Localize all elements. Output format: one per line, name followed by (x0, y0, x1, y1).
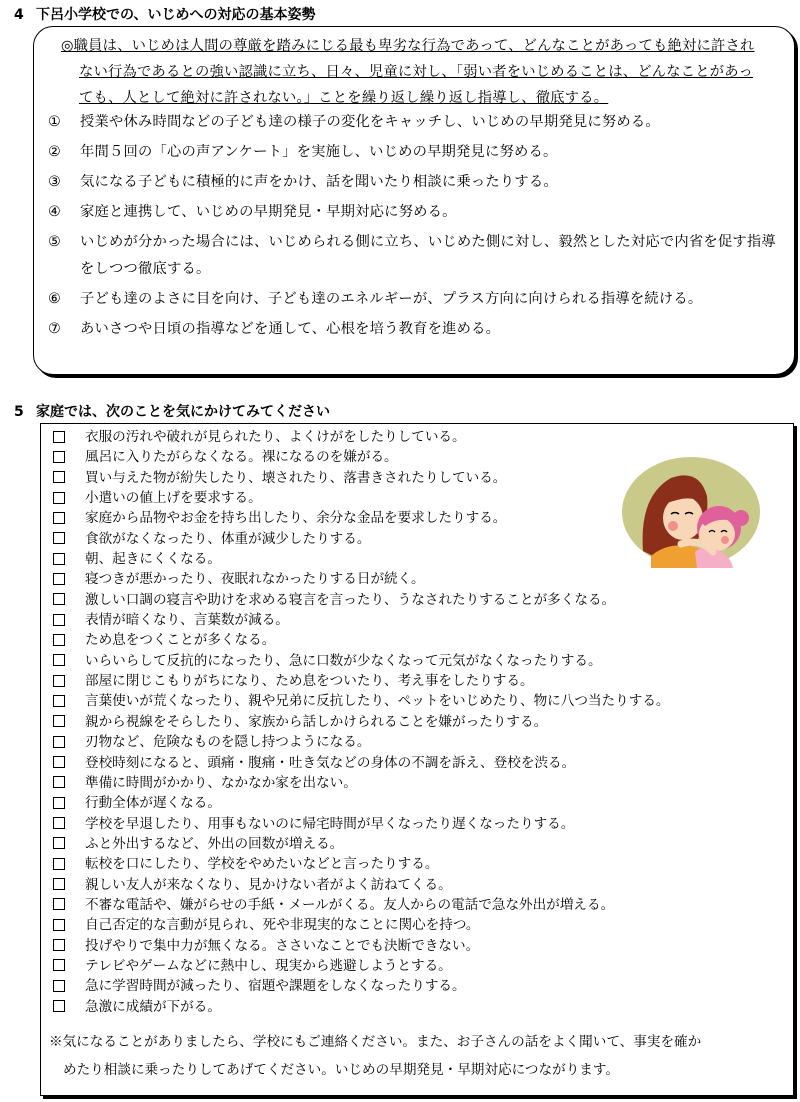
policy-number: ① (48, 114, 62, 130)
checklist-item (53, 610, 753, 630)
checklist-item-text: 風呂に入りたがらなくなる。裸になるのを嫌がる。 (85, 449, 398, 466)
checklist-item-text: 部屋に閉じこもりがちになり、ため息をついたり、考え事をしたりする。 (85, 673, 534, 690)
policy-item (48, 169, 788, 196)
checklist-item-text: 食欲がなくなったり、体重が減少したりする。 (85, 530, 371, 547)
checklist-item-text: 急激に成績が下がる。 (85, 998, 221, 1015)
checklist-item (53, 976, 753, 996)
checkbox[interactable] (53, 634, 65, 646)
checklist-item-text: 表情が暗くなり、言葉数が減る。 (85, 612, 289, 629)
checkbox[interactable] (53, 858, 65, 870)
mother-cheek (668, 521, 678, 531)
checklist-item (53, 712, 753, 732)
checkbox[interactable] (53, 471, 65, 483)
checkbox[interactable] (53, 512, 65, 524)
checklist-item-text: 自己否定的な言動が見られ、死や非現実的なことに関心を持つ。 (85, 917, 480, 934)
checkbox[interactable] (53, 431, 65, 443)
policy-text: 授業や休み時間などの子ども達の様子の変化をキャッチし、いじめの早期発見に努める。 (80, 114, 660, 130)
checkbox[interactable] (53, 919, 65, 931)
checklist-item (53, 773, 753, 793)
basic-policy-box (33, 26, 795, 375)
policy-number: ④ (48, 204, 62, 220)
policy-text: いじめが分かった場合には、いじめられる側に立ち、いじめた側に対し、毅然とした対応で内省を促す指導をしつつ徹底する。 (80, 234, 776, 277)
checklist-item (53, 427, 753, 447)
section-5-heading (14, 401, 330, 421)
policy-item (48, 286, 788, 313)
policy-text: あいさつや日頃の指導などを通して、心根を培う教育を進める。 (80, 321, 501, 337)
checkbox[interactable] (53, 817, 65, 829)
checklist-item-text: 準備に時間がかかり、なかなか家を出ない。 (85, 774, 357, 791)
checklist-item-text: 小遣いの値上げを要求する。 (85, 490, 262, 507)
checkbox[interactable] (53, 1000, 65, 1012)
checklist-item-text: 衣服の汚れや破れが見られたり、よくけがをしたりしている。 (85, 429, 466, 445)
checkbox[interactable] (53, 959, 65, 971)
checklist-item (53, 956, 753, 976)
checklist-item (53, 630, 753, 650)
checklist-item (53, 915, 753, 935)
core-principle (61, 33, 777, 111)
principle-line: ても、人として絶対に許されない。」ことを繰り返し繰り返し指導し、徹底する。 (79, 90, 609, 106)
section-number: 5 (14, 404, 24, 420)
checklist-item-text: ふと外出するなど、外出の回数が増える。 (85, 835, 344, 852)
policy-item (48, 316, 788, 343)
checklist-item (53, 793, 753, 813)
checkbox[interactable] (53, 695, 65, 707)
checklist-item-text: 急に学習時間が減ったり、宿題や課題をしなくなったりする。 (85, 978, 466, 995)
checklist-item-text: 刃物など、危険なものを隠し持つようになる。 (85, 734, 371, 751)
checkbox[interactable] (53, 715, 65, 727)
checkbox[interactable] (53, 614, 65, 626)
checklist-item-text: 激しい口調の寝言や助けを求める寝言を言ったり、うなされたりすることが多くなる。 (85, 591, 616, 608)
policy-number: ⑤ (48, 234, 62, 250)
checklist-item (53, 834, 753, 854)
checklist-item-text: 家庭から品物やお金を持ち出したり、余分な金品を要求したりする。 (85, 510, 507, 527)
policy-item (48, 109, 788, 136)
checkbox[interactable] (53, 553, 65, 565)
checkbox[interactable] (53, 898, 65, 910)
section-title: 家庭では、次のことを気にかけてみてください (36, 404, 330, 420)
checklist-item-text: テレビやゲームなどに熱中し、現実から逃避しようとする。 (85, 957, 452, 974)
checklist-item (53, 590, 753, 610)
checklist-item (53, 671, 753, 691)
checkbox[interactable] (53, 675, 65, 687)
checklist-item (53, 997, 753, 1017)
checkbox[interactable] (53, 451, 65, 463)
checklist-item-text: 登校時刻になると、頭痛・腹痛・吐き気などの身体の不調を訴え、登校を渋る。 (85, 754, 576, 771)
checklist-item-text: 不審な電話や、嫌がらせの手紙・メールがくる。友人からの電話で急な外出が増える。 (85, 896, 615, 913)
checklist-item-text: 行動全体が遅くなる。 (85, 795, 221, 812)
checklist-item-text: 朝、起きにくくなる。 (85, 551, 221, 568)
mother-child-hug-illustration (621, 456, 761, 568)
checklist-item (53, 875, 753, 895)
policy-number: ⑥ (48, 291, 62, 307)
checklist-item-text: ため息をつくことが多くなる。 (85, 632, 276, 649)
checklist-item-text: 投げやりで集中力が無くなる。ささいなことでも決断できない。 (85, 937, 480, 954)
policy-text: 子ども達のよさに目を向け、子ども達のエネルギーが、プラス方向に向けられる指導を続ける。 (80, 291, 703, 307)
policy-item (48, 139, 788, 166)
checkbox[interactable] (53, 736, 65, 748)
policy-text: 気になる子どもに積極的に声をかけ、話を聞いたり相談に乗ったりする。 (80, 174, 558, 190)
checkbox[interactable] (53, 878, 65, 890)
checklist-item-text: 学校を早退したり、用事もないのに帰宅時間が早くなったり遅くなったりする。 (85, 815, 575, 832)
mother-face (663, 496, 703, 540)
checklist-item-text: いらいらして反抗的になったり、急に口数が少なくなって元気がなくなったりする。 (85, 652, 602, 669)
checklist-item (53, 691, 753, 711)
checklist-item-text: 買い与えた物が紛失したり、壊されたり、落書きされたりしている。 (85, 469, 507, 486)
policy-item (48, 199, 788, 226)
checklist-item-text: 寝つきが悪かったり、夜眠れなかったりする日が続く。 (85, 571, 425, 588)
checkbox[interactable] (53, 654, 65, 666)
checkbox[interactable] (53, 980, 65, 992)
checklist-item-text: 言葉使いが荒くなったり、親や兄弟に反抗したり、ペットをいじめたり、物に八つ当たりする。 (85, 693, 670, 710)
policy-text: 年間５回の「心の声アンケート」を実施し、いじめの早期発見に努める。 (80, 144, 558, 160)
checklist-item-text: 親しい友人が来なくなり、見かけない者がよく訪ねてくる。 (85, 876, 452, 893)
note-line: ※気になることがありましたら、学校にもご連絡ください。また、お子さんの話をよく聞いて、事実を確か (49, 1034, 702, 1050)
checkbox[interactable] (53, 492, 65, 504)
checkbox[interactable] (53, 939, 65, 951)
checklist-item (53, 895, 753, 915)
checkbox[interactable] (53, 776, 65, 788)
policy-number: ⑦ (48, 321, 62, 337)
checkbox[interactable] (53, 532, 65, 544)
checklist-item (53, 651, 753, 671)
checklist-item-text: 親から視線をそらしたり、家族から話しかけられることを嫌がったりする。 (85, 713, 548, 730)
contact-note (49, 1028, 779, 1084)
checkbox[interactable] (53, 573, 65, 585)
checkbox[interactable] (53, 797, 65, 809)
checklist-item (53, 732, 753, 752)
section-title: 下呂小学校での、いじめへの対応の基本姿勢 (36, 7, 316, 23)
checkbox[interactable] (53, 593, 65, 605)
policy-text: 家庭と連携して、いじめの早期発見・早期対応に努める。 (80, 204, 457, 220)
policy-list (48, 109, 788, 346)
checkbox[interactable] (53, 837, 65, 849)
policy-item (48, 229, 788, 283)
policy-number: ③ (48, 174, 62, 190)
child-ponytail (733, 510, 749, 526)
checklist-item-text: 転校を口にしたり、学校をやめたいなどと言ったりする。 (85, 856, 439, 873)
checkbox[interactable] (53, 756, 65, 768)
home-checklist-box (40, 423, 794, 1096)
checklist-item (53, 814, 753, 834)
checklist-item (53, 854, 753, 874)
policy-number: ② (48, 144, 62, 160)
checklist-item (53, 936, 753, 956)
principle-line: ない行為であるとの強い認識に立ち、日々、児童に対し、「弱い者をいじめることは、どんなことがあっ (79, 64, 754, 80)
section-4-heading (14, 4, 315, 24)
checklist-item (53, 753, 753, 773)
note-line: めたり相談に乗ったりしてあげてください。いじめの早期発見・早期対応につながります。 (63, 1062, 619, 1078)
child-cheek (721, 536, 729, 544)
checklist-item (53, 569, 753, 589)
principle-line: ◎職員は、いじめは人間の尊厳を踏みにじる最も卑劣な行為であって、どんなことがあっても絶対に許され (61, 38, 755, 54)
section-number: 4 (14, 7, 24, 23)
